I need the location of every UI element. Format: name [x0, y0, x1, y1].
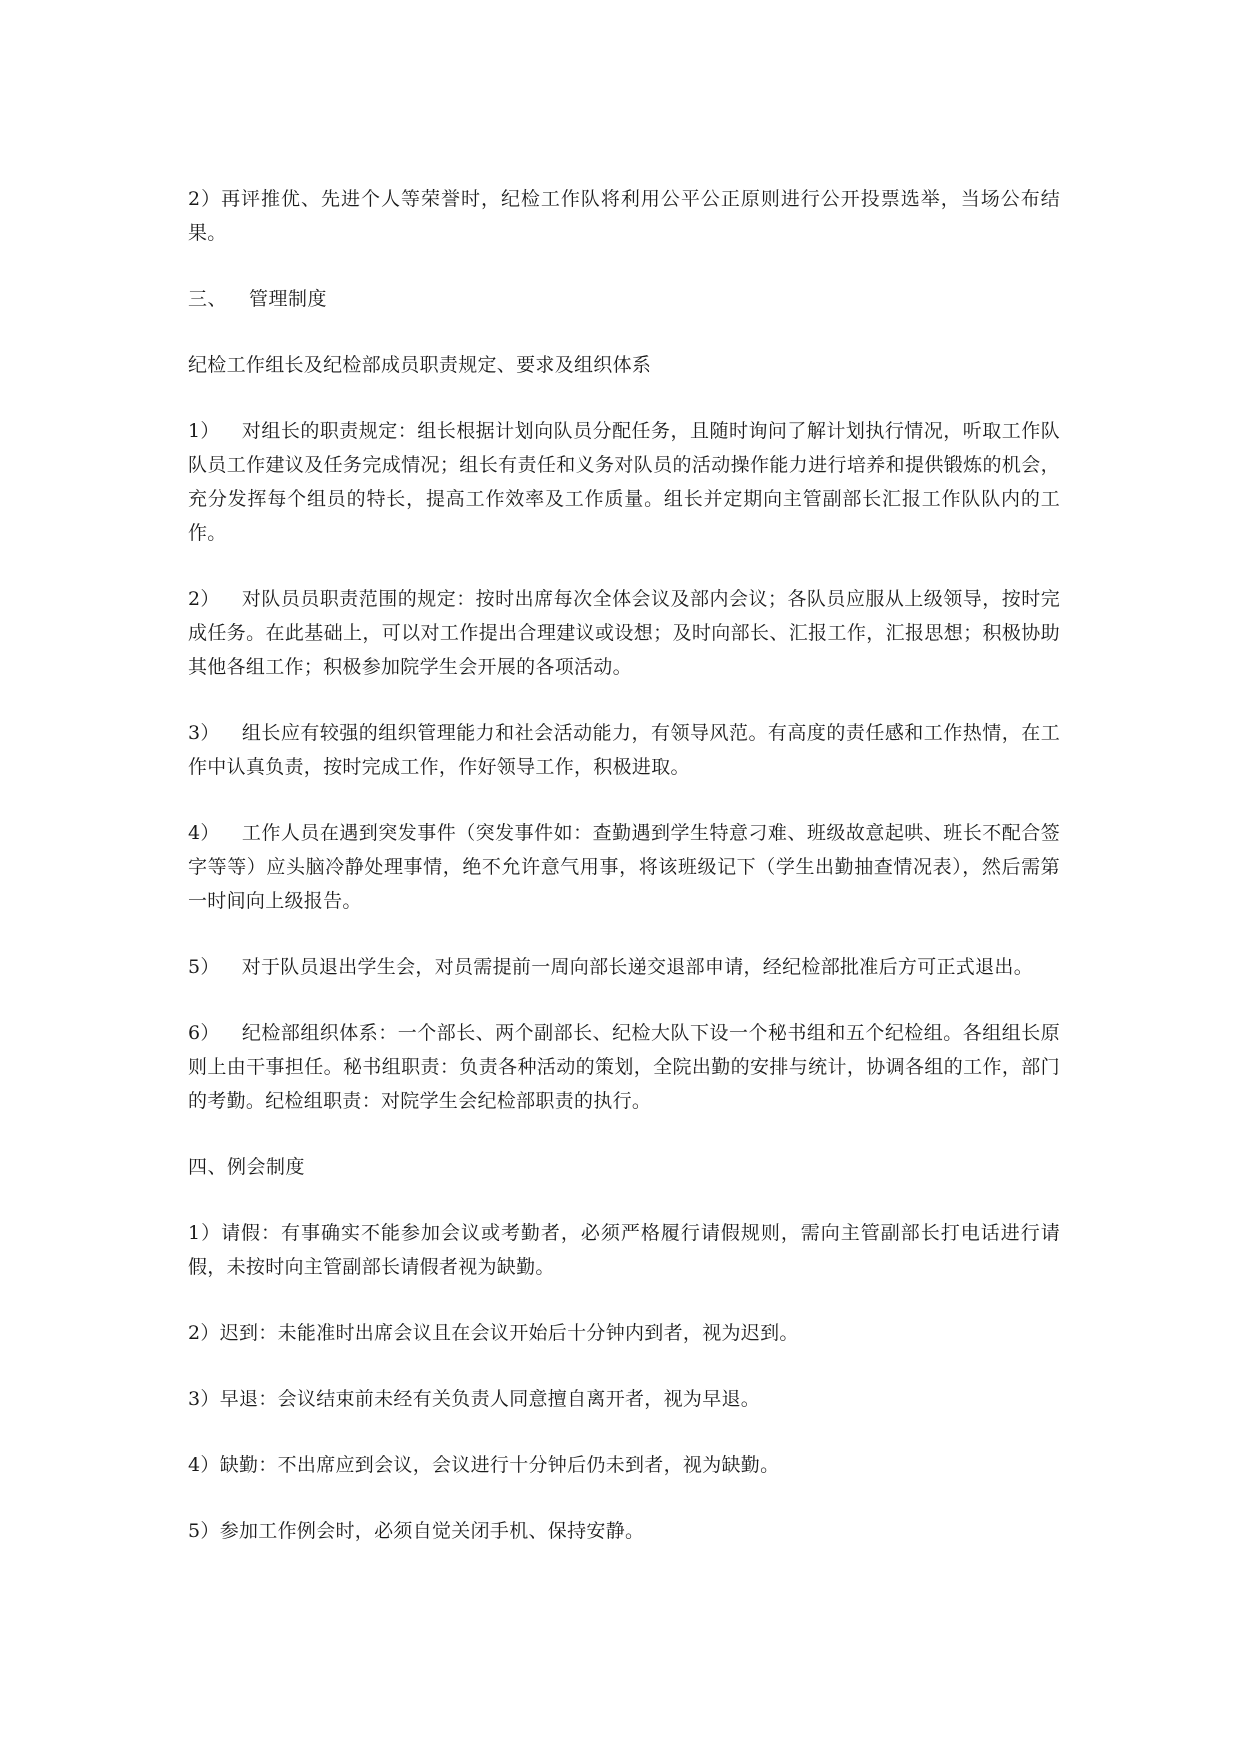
- paragraph-item-1: [188, 414, 1060, 550]
- paragraph-text: 4）缺勤：不出席应到会议，会议进行十分钟后仍未到者，视为缺勤。: [188, 1454, 780, 1476]
- item-number: 1）: [188, 420, 220, 442]
- item-text: 对于队员退出学生会，对员需提前一周向部长递交退部申请，经纪检部批准后方可正式退出。: [241, 956, 1034, 978]
- paragraph-item-3: [188, 716, 1060, 784]
- paragraph-item-5: [188, 950, 1060, 984]
- item-number: 6）: [188, 1022, 220, 1044]
- paragraph-early-leave: [188, 1382, 1060, 1416]
- item-text: 纪检部组织体系：一个部长、两个副部长、纪检大队下设一个秘书组和五个纪检组。各组组长原则上由干事担任。秘书组职责：负责各种活动的策划，全院出勤的安排与统计，协调各组的工作，部门的考勤。纪检组职责：对院学生会纪检部职责的执行。: [188, 1022, 1060, 1112]
- paragraph-leave: [188, 1216, 1060, 1284]
- item-text: 组长应有较强的组织管理能力和社会活动能力，有领导风范。有高度的责任感和工作热情，在工作中认真负责，按时完成工作，作好领导工作，积极进取。: [188, 722, 1060, 778]
- item-text: 对队员员职责范围的规定：按时出席每次全体会议及部内会议；各队员应服从上级领导，按时完成任务。在此基础上，可以对工作提出合理建议或设想；及时向部长、汇报工作，汇报思想；积极协助其他各组工作；积极参加院学生会开展的各项活动。: [188, 588, 1060, 678]
- item-number: 3）: [188, 722, 220, 744]
- paragraph-text: 1）请假：有事确实不能参加会议或考勤者，必须严格履行请假规则，需向主管副部长打电话进行请假，未按时向主管副部长请假者视为缺勤。: [188, 1222, 1060, 1278]
- document-page: [188, 182, 1060, 1580]
- section-heading-management: [188, 282, 1060, 316]
- paragraph-text: 3）早退：会议结束前未经有关负责人同意擅自离开者，视为早退。: [188, 1388, 761, 1410]
- section-title: 管理制度: [249, 288, 328, 310]
- item-number: 4）: [188, 822, 220, 844]
- section-heading-meetings: [188, 1150, 1060, 1184]
- paragraph-item-2: [188, 582, 1060, 684]
- paragraph-text: 2）迟到：未能准时出席会议且在会议开始后十分钟内到者，视为迟到。: [188, 1322, 799, 1344]
- paragraph-item-6: [188, 1016, 1060, 1118]
- paragraph-evaluation-rule: [188, 182, 1060, 250]
- item-number: 2）: [188, 588, 220, 610]
- item-text: 对组长的职责规定：组长根据计划向队员分配任务，且随时询问了解计划执行情况，听取工作队队员工作建议及任务完成情况；组长有责任和义务对队员的活动操作能力进行培养和提供锻炼的机会，充分发挥每个组员的特长，提高工作效率及工作质量。组长并定期向主管副部长汇报工作队队内的工作。: [188, 420, 1060, 544]
- paragraph-text: 2）再评推优、先进个人等荣誉时，纪检工作队将利用公平公正原则进行公开投票选举，当场公布结果。: [188, 188, 1060, 244]
- paragraph-absence: [188, 1448, 1060, 1482]
- section-title: 四、例会制度: [188, 1156, 306, 1178]
- paragraph-text: 5）参加工作例会时，必须自觉关闭手机、保持安静。: [188, 1520, 645, 1542]
- item-number: 5）: [188, 956, 220, 978]
- item-text: 工作人员在遇到突发事件（突发事件如：查勤遇到学生特意刁难、班级故意起哄、班长不配合签字等等）应头脑冷静处理事情，绝不允许意气用事，将该班级记下（学生出勤抽查情况表），然后需第一时间向上级报告。: [188, 822, 1060, 912]
- paragraph-text: 纪检工作组长及纪检部成员职责规定、要求及组织体系: [188, 354, 652, 376]
- paragraph-late: [188, 1316, 1060, 1350]
- subheading-duties: [188, 348, 1060, 382]
- paragraph-item-4: [188, 816, 1060, 918]
- paragraph-meeting-conduct: [188, 1514, 1060, 1548]
- section-number: 三、: [188, 288, 228, 310]
